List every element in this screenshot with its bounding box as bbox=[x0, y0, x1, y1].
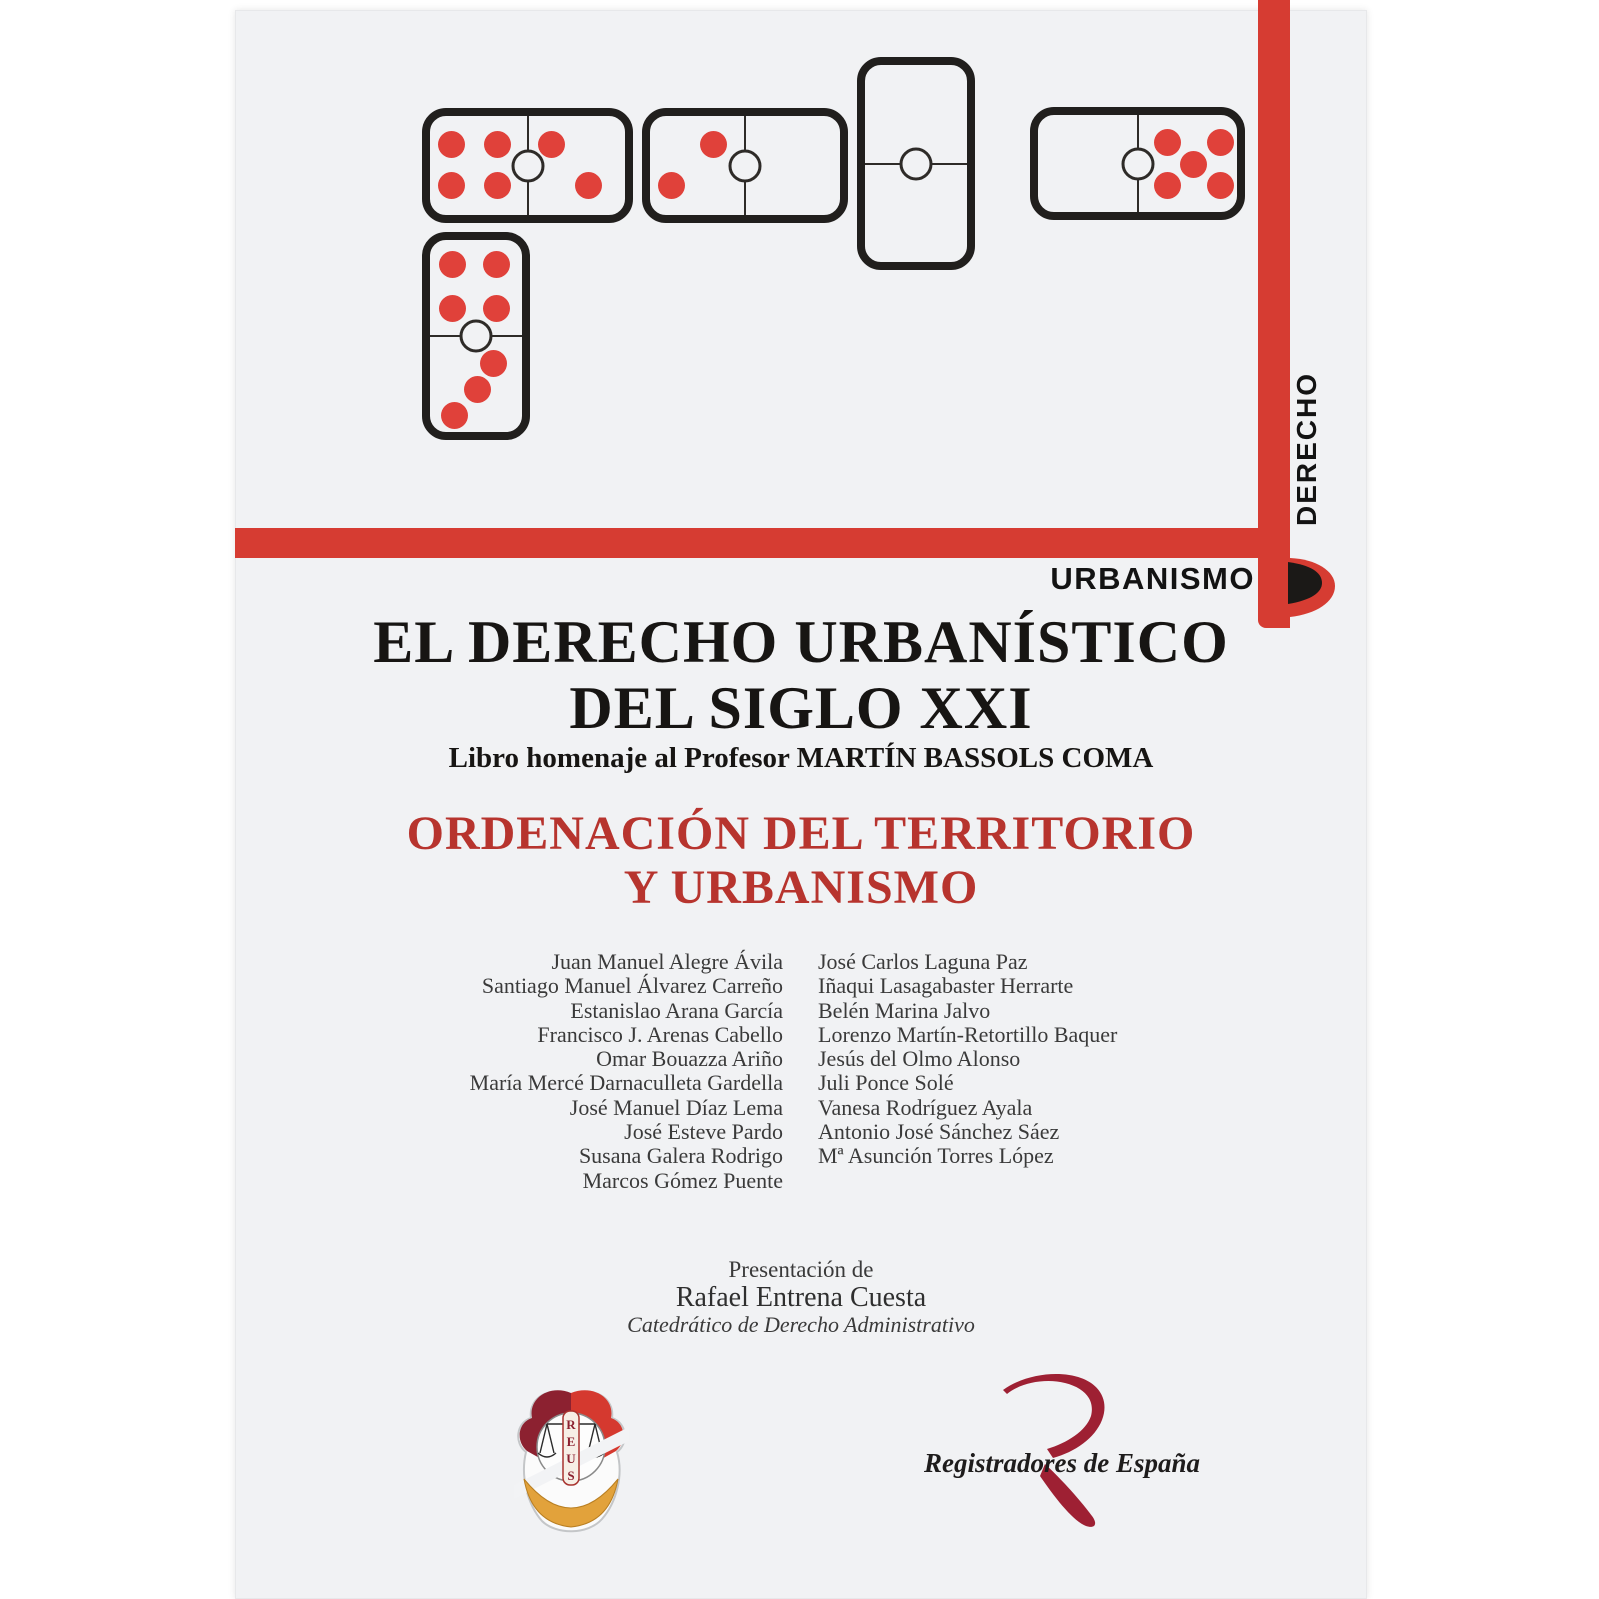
author-name: Mª Asunción Torres López bbox=[818, 1143, 1054, 1169]
red-vertical-spine-bar bbox=[1258, 0, 1290, 628]
domino-pip bbox=[575, 172, 602, 199]
domino-pip bbox=[480, 350, 507, 377]
authors-list bbox=[235, 950, 1367, 1193]
domino-pivot-circle bbox=[511, 149, 544, 182]
domino-pip bbox=[438, 131, 465, 158]
domino-pip bbox=[1154, 172, 1181, 199]
domino-pivot-circle bbox=[900, 147, 933, 180]
author-name: Estanislao Arana García bbox=[570, 997, 783, 1023]
presentation-author: Rafael Entrena Cuesta bbox=[675, 1282, 927, 1313]
domino-pip bbox=[1207, 172, 1234, 199]
red-horizontal-band bbox=[235, 528, 1290, 558]
author-name: Marcos Gómez Puente bbox=[582, 1167, 783, 1193]
domino-pip bbox=[483, 251, 510, 278]
volume-heading-line2: Y URBANISMO bbox=[623, 861, 979, 914]
author-name: José Carlos Laguna Paz bbox=[818, 949, 1028, 974]
author-name: José Manuel Díaz Lema bbox=[569, 1094, 783, 1120]
domino-pip bbox=[1154, 129, 1181, 156]
domino-pip bbox=[658, 172, 685, 199]
author-name: José Esteve Pardo bbox=[624, 1119, 783, 1145]
author-name: Francisco J. Arenas Cabello bbox=[537, 1021, 783, 1047]
reus-letter: U bbox=[566, 1451, 576, 1466]
volume-heading-line1: ORDENACIÓN DEL TERRITORIO bbox=[406, 807, 1196, 860]
book-title-line2: DEL SIGLO XXI bbox=[569, 675, 1033, 741]
domino-pip bbox=[1207, 129, 1234, 156]
domino-pip bbox=[484, 172, 511, 199]
author-name: Juan Manuel Alegre Ávila bbox=[551, 949, 783, 974]
reus-letter: S bbox=[567, 1468, 575, 1483]
reus-publisher-logo bbox=[508, 1385, 635, 1541]
domino-0-0 bbox=[857, 57, 975, 270]
domino-pip bbox=[538, 131, 565, 158]
domino-pivot-circle bbox=[1121, 147, 1154, 180]
author-name: Santiago Manuel Álvarez Carreño bbox=[481, 973, 783, 999]
domino-pip bbox=[483, 295, 510, 322]
publisher-name: Registradores de España bbox=[923, 1448, 1201, 1478]
authors-column-left bbox=[235, 950, 783, 1193]
collection-label-urbanismo: URBANISMO bbox=[1050, 561, 1255, 596]
author-name: Antonio José Sánchez Sáez bbox=[818, 1119, 1060, 1145]
domino-2-0 bbox=[642, 108, 848, 223]
presentation-label: Presentación de bbox=[728, 1257, 874, 1282]
authors-column-right bbox=[818, 950, 1367, 1193]
author-name: Vanesa Rodríguez Ayala bbox=[818, 1094, 1033, 1120]
domino-pivot-circle bbox=[460, 320, 493, 353]
domino-4-3 bbox=[422, 232, 530, 440]
reus-letter: R bbox=[566, 1417, 576, 1432]
author-name: Juli Ponce Solé bbox=[818, 1070, 954, 1096]
domino-0-5 bbox=[1030, 107, 1245, 220]
domino-pip bbox=[439, 295, 466, 322]
domino-pip bbox=[439, 251, 466, 278]
author-name: Omar Bouazza Ariño bbox=[596, 1046, 783, 1072]
author-name: Jesús del Olmo Alonso bbox=[818, 1046, 1021, 1072]
domino-pivot-circle bbox=[729, 149, 762, 182]
book-cover bbox=[235, 10, 1367, 1599]
domino-pip bbox=[438, 172, 465, 199]
domino-pip bbox=[1180, 151, 1207, 178]
author-name: Lorenzo Martín-Retortillo Baquer bbox=[818, 1021, 1118, 1047]
domino-4-2 bbox=[422, 108, 633, 223]
collection-label-derecho: DERECHO bbox=[1291, 371, 1322, 526]
reus-letter: E bbox=[566, 1434, 576, 1449]
domino-pip bbox=[441, 402, 468, 429]
author-name: Iñaqui Lasagabaster Herrarte bbox=[818, 973, 1074, 999]
author-name: Belén Marina Jalvo bbox=[818, 997, 991, 1023]
author-name: María Mercé Darnaculleta Gardella bbox=[469, 1070, 783, 1096]
author-name: Susana Galera Rodrigo bbox=[578, 1143, 783, 1169]
book-subtitle: Libro homenaje al Profesor MARTÍN BASSOLS COMA bbox=[448, 742, 1154, 774]
presentation-role: Catedrático de Derecho Administrativo bbox=[627, 1312, 975, 1337]
domino-pip bbox=[700, 131, 727, 158]
domino-pip bbox=[484, 131, 511, 158]
book-title-line1: EL DERECHO URBANÍSTICO bbox=[373, 609, 1229, 675]
domino-pip bbox=[464, 376, 491, 403]
